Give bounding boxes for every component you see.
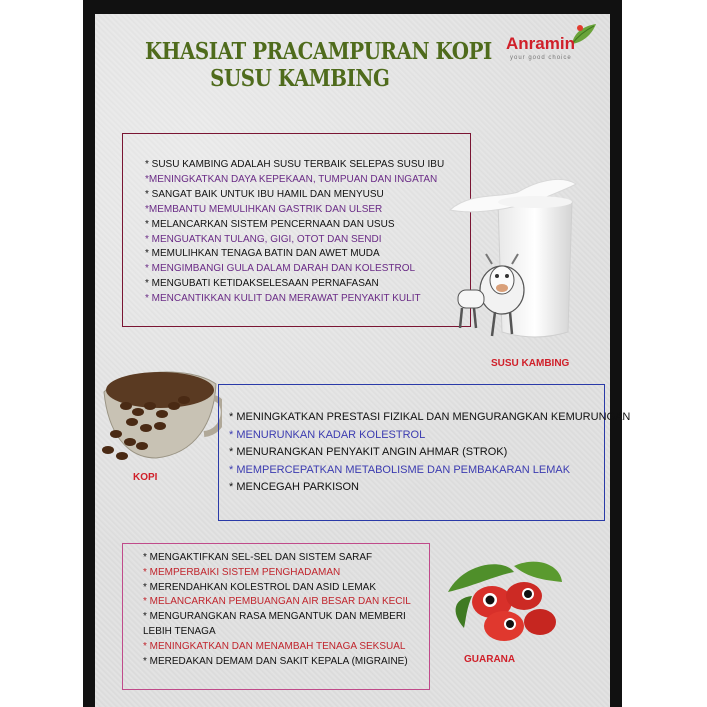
brand-logo <box>506 30 606 66</box>
coffee-cup-illustration <box>96 362 222 464</box>
goat-milk-benefits-list <box>145 158 444 307</box>
guarana-fruit-illustration <box>444 552 564 648</box>
benefit-item: LEBIH TENAGA <box>143 625 216 637</box>
benefit-item: * MENCEGAH PARKISON <box>229 481 359 493</box>
guarana-caption: GUARANA <box>464 654 516 665</box>
benefit-item: * MEMULIHKAN TENAGA BATIN DAN AWET MUDA <box>145 248 380 260</box>
benefit-item: * MENURUNKAN KADAR KOLESTROL <box>229 428 426 441</box>
benefit-item: *MENINGKATKAN DAYA KEPEKAAN, TUMPUAN DAN INGATAN <box>145 173 438 185</box>
milk-glass-goat-illustration <box>440 172 590 352</box>
benefit-item: * MENGIMBANGI GULA DALAM DARAH DAN KOLESTROL <box>145 263 416 275</box>
guarana-benefits-list <box>143 551 411 669</box>
benefit-item: * MEMPERBAIKI SISTEM PENGHADAMAN <box>143 566 341 578</box>
benefit-item: * MENGUBATI KETIDAKSELESAAN PERNAFASAN <box>145 278 379 290</box>
benefit-item: * MENCANTIKKAN KULIT DAN MERAWAT PENYAKIT KULIT <box>145 293 421 305</box>
benefit-item: * SUSU KAMBING ADALAH SUSU TERBAIK SELEPAS SUSU IBU <box>145 159 445 170</box>
brand-name: Anramin <box>506 34 575 53</box>
benefit-item: * MERENDAHKAN KOLESTROL DAN ASID LEMAK <box>143 581 377 593</box>
coffee-benefits-list <box>229 409 630 497</box>
benefit-item: * MENGAKTIFKAN SEL-SEL DAN SISTEM SARAF <box>143 552 373 563</box>
benefit-item: * MENINGKATKAN DAN MENAMBAH TENAGA SEKSUAL <box>143 640 406 652</box>
benefit-item: * MELANCARKAN PEMBUANGAN AIR BESAR DAN KECIL <box>143 596 411 608</box>
poster-title <box>145 38 492 92</box>
benefit-item: * MENURANGKAN PENYAKIT ANGIN AHMAR (STROK) <box>229 446 508 458</box>
coffee-caption: KOPI <box>133 472 158 483</box>
goat-milk-caption: SUSU KAMBING <box>491 358 570 369</box>
benefit-item: * MEREDAKAN DEMAM DAN SAKIT KEPALA (MIGRAINE) <box>143 655 408 667</box>
benefit-item: * MENINGKATKAN PRESTASI FIZIKAL DAN MENGURANGKAN KEMURUNGAN <box>229 411 631 423</box>
benefit-item: * MENGURANGKAN RASA MENGANTUK DAN MEMBERI <box>143 611 406 623</box>
brand-tagline: your good choice <box>510 55 572 61</box>
benefit-item: *MEMBANTU MEMULIHKAN GASTRIK DAN ULSER <box>145 203 383 215</box>
benefit-item: * SANGAT BAIK UNTUK IBU HAMIL DAN MENYUSU <box>145 188 384 200</box>
title-line-1: KHASIAT PRACAMPURAN KOPI <box>145 38 492 65</box>
benefit-item: * MENGUATKAN TULANG, GIGI, OTOT DAN SENDI <box>145 233 382 245</box>
benefit-item: * MELANCARKAN SISTEM PENCERNAAN DAN USUS <box>145 218 395 230</box>
title-line-2: SUSU KAMBING <box>210 65 390 92</box>
benefit-item: * MEMPERCEPATKAN METABOLISME DAN PEMBAKARAN LEMAK <box>229 463 571 476</box>
